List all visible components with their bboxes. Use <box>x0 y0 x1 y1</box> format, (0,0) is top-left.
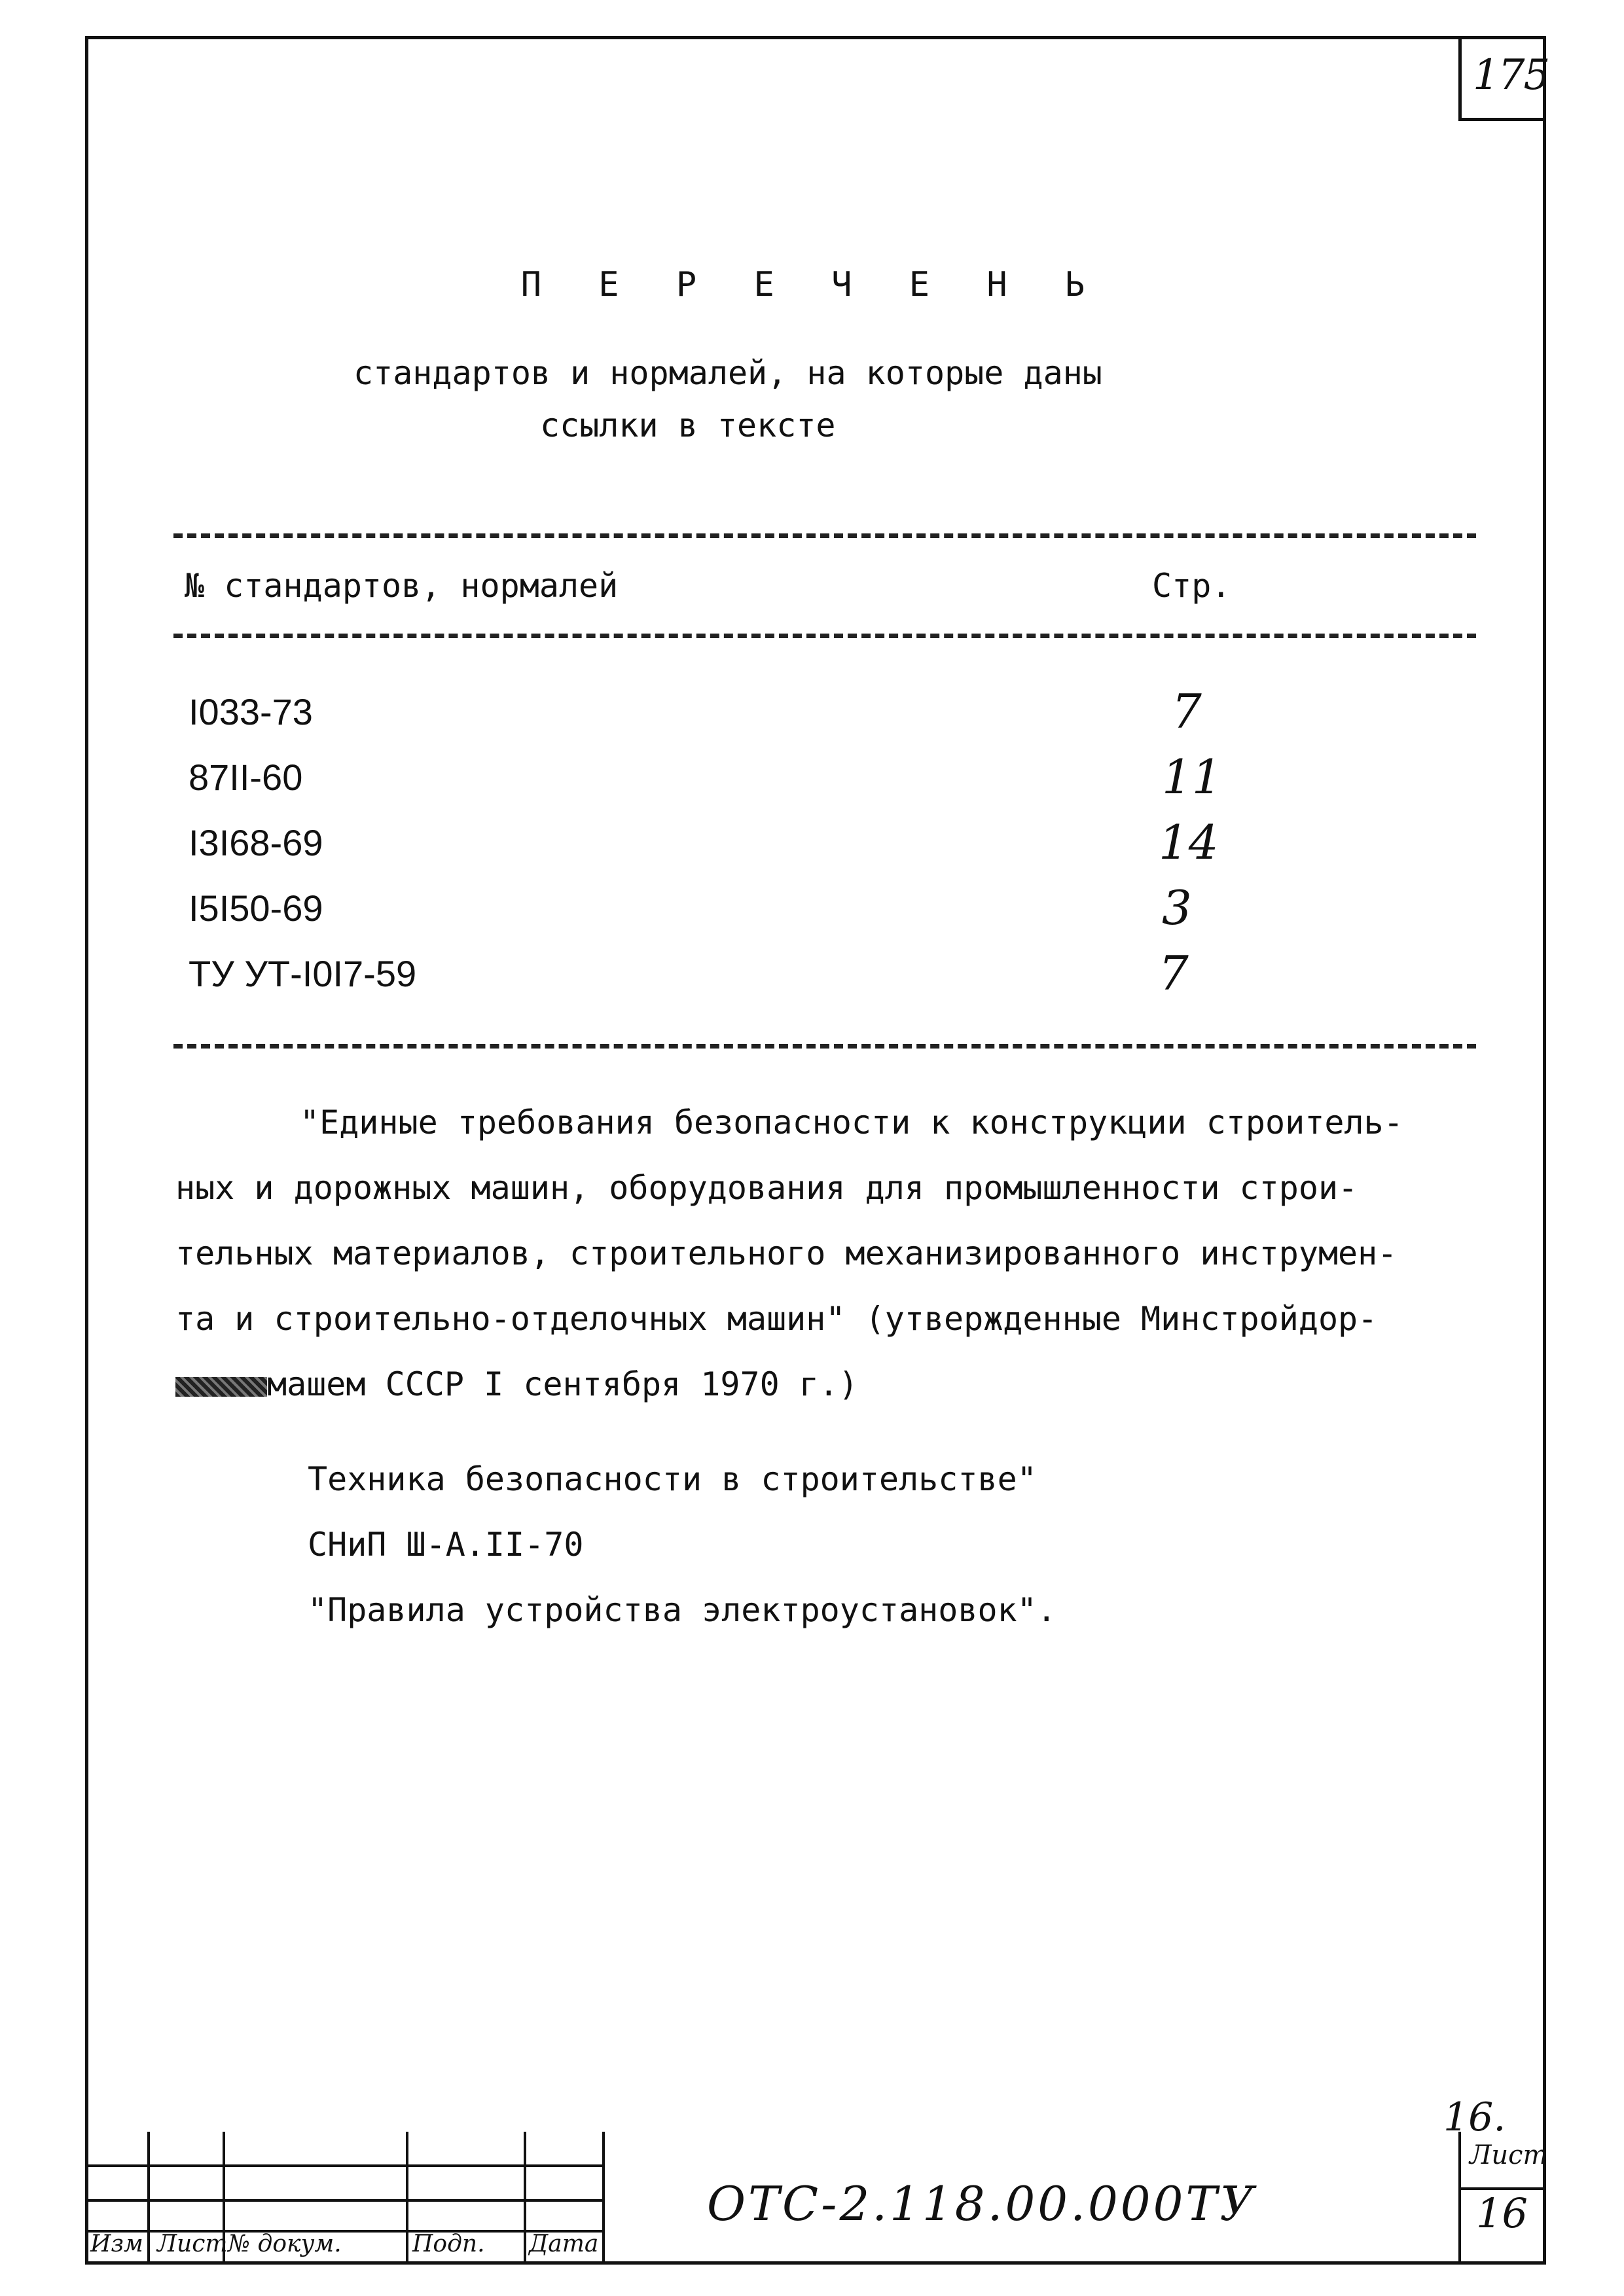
stamp-label: № докум. <box>228 2231 342 2257</box>
table-top-rule <box>173 533 1476 538</box>
table-row-page: 3 <box>1162 880 1192 935</box>
table-row-page: 7 <box>1159 946 1189 1001</box>
reference-item: "Правила устройства электроустановок". <box>308 1591 1056 1629</box>
paragraph-line: машем СССР I сентября 1970 г.) <box>175 1352 1465 1417</box>
column-header-number: № стандартов, нормалей <box>185 567 619 605</box>
table-row-number: 87II-60 <box>189 757 303 798</box>
page-title: П Е Р Е Ч Е Н Ь <box>520 265 1104 304</box>
table-row-page: 14 <box>1159 815 1219 870</box>
stamp-rule <box>602 2132 605 2265</box>
table-bottom-rule <box>173 1044 1476 1049</box>
table-row-page: 11 <box>1162 749 1222 804</box>
stamp-label: Лист <box>157 2231 228 2257</box>
paragraph-line: тельных материалов, строительного механизированного инструмен- <box>175 1234 1398 1272</box>
subtitle <box>353 347 1102 452</box>
stamp-label: Дата <box>529 2231 599 2257</box>
table-row-number: ТУ УТ-I0I7-59 <box>189 953 417 994</box>
table-row-number: I5I50-69 <box>189 888 323 929</box>
table-row-number: I033-73 <box>189 691 313 732</box>
stamp-sheet-label: Лист <box>1470 2140 1548 2170</box>
requirements-paragraph <box>175 1090 1465 1417</box>
document-code: ОТС-2.118.00.000ТУ <box>707 2176 1257 2231</box>
reference-item: Техника безопасности в строительстве" <box>308 1460 1037 1498</box>
column-header-page: Стр. <box>1152 567 1231 605</box>
paragraph-line: ных и дорожных машин, оборудования для промышленности строи- <box>175 1169 1358 1207</box>
table-row-page: 7 <box>1172 684 1202 739</box>
subtitle-line-2: ссылки в тексте <box>540 406 836 444</box>
table-row-number: I3I68-69 <box>189 822 323 863</box>
paragraph-line: "Единые требования безопасности к конструкции строитель- <box>300 1103 1403 1141</box>
paragraph-line: та и строительно-отделочных машин" (утвержденные Минстройдор- <box>175 1300 1378 1338</box>
sheet-number: 175 <box>1473 51 1549 99</box>
references-list <box>308 1446 1056 1643</box>
stamp-rule <box>406 2132 408 2265</box>
stamp-label: Подп. <box>412 2231 485 2257</box>
stamp-sheet-value: 16 <box>1476 2189 1528 2237</box>
stamp-rule <box>524 2132 526 2265</box>
handwritten-page-number: 16. <box>1443 2094 1506 2140</box>
stamp-rule <box>1458 2132 1461 2265</box>
stamp-label: Изм <box>90 2231 143 2257</box>
table-header-rule <box>173 634 1476 638</box>
reference-item: СНиП Ш-А.II-70 <box>308 1526 584 1564</box>
stamp-rule <box>147 2132 150 2265</box>
crossed-out-text <box>175 1377 267 1397</box>
subtitle-line-1: стандартов и нормалей, на которые даны <box>353 354 1102 392</box>
